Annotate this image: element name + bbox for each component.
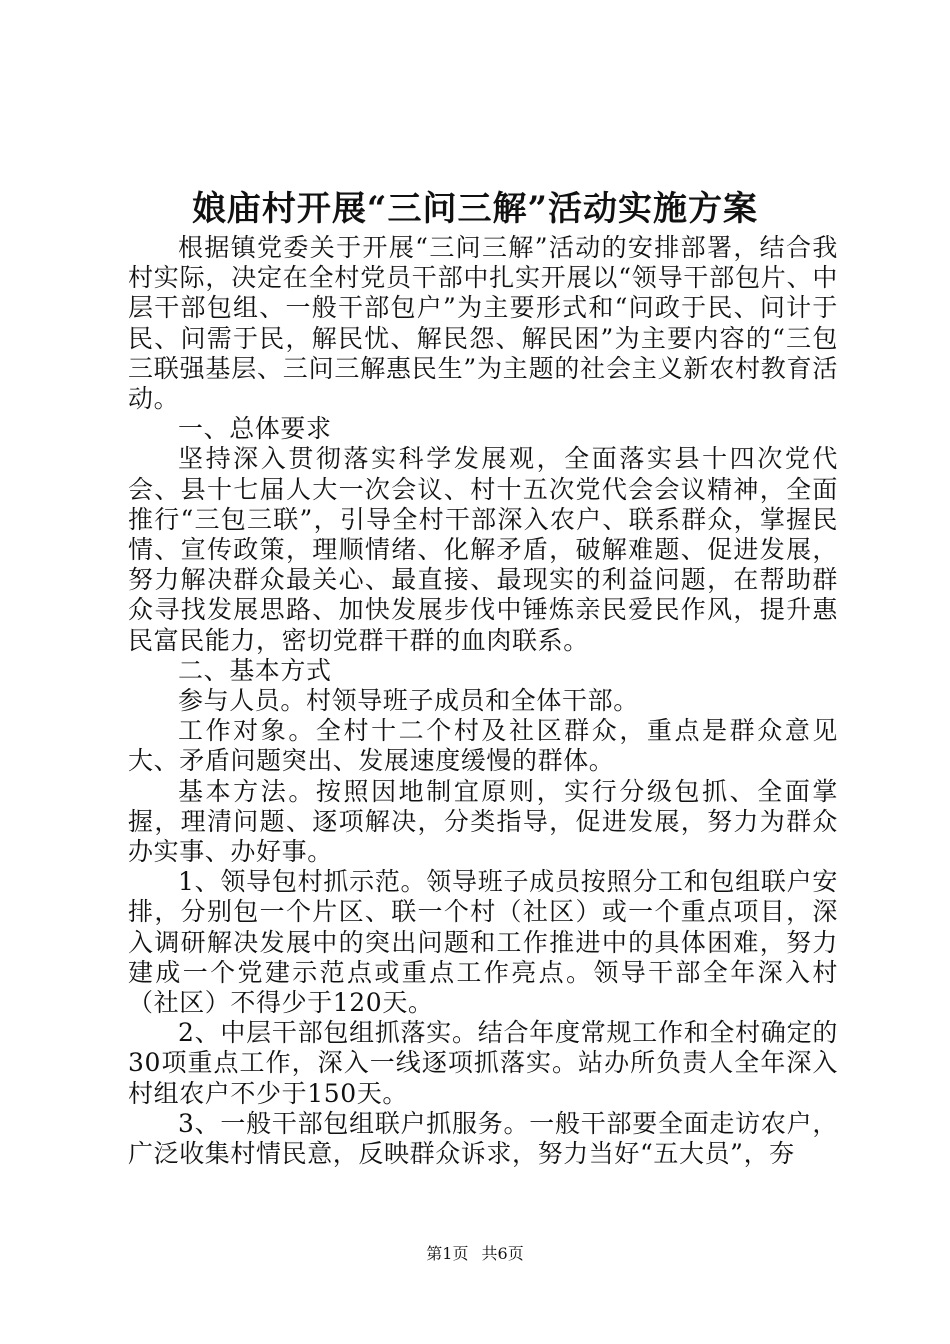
page-total: 共6页 [481, 1244, 524, 1263]
paragraph-item-1: 1、领导包村抓示范。领导班子成员按照分工和包组联户安排，分别包一个片区、联一个村（社区）或一个重点项目，深入调研解决发展中的突出问题和工作推进中的具体困难，努力建成一个党建示范点或重点工作亮点。领导干部全年深入村（社区）不得少于120天。 [128, 867, 838, 1018]
document-title: 娘庙村开展“三问三解”活动实施方案 [191, 189, 759, 229]
section-heading-general-requirements: 一、总体要求 [178, 414, 332, 444]
paragraph-general-requirements: 坚持深入贯彻落实科学发展观，全面落实县十四次党代会、县十七届人大一次会议、村十五次党代会会议精神，全面推行“三包三联”，引导全村干部深入农户、联系群众，掌握民情、宣传政策，理顺情绪、化解矛盾，破解难题、促进发展，努力解决群众最关心、最直接、最现实的利益问题，在帮助群众寻找发展思路、加快发展步伐中锤炼亲民爱民作风，提升惠民富民能力，密切党群干群的血肉联系。 [128, 444, 838, 655]
page-footer [0, 1244, 950, 1264]
document-body [128, 233, 838, 1169]
paragraph-item-2: 2、中层干部包组抓落实。结合年度常规工作和全村确定的30项重点工作，深入一线逐项抓落实。站办所负责人全年深入村组农户不少于150天。 [128, 1018, 838, 1108]
section-heading-basic-methods: 二、基本方式 [178, 655, 332, 685]
paragraph-item-3: 3、一般干部包组联户抓服务。一般干部要全面走访农户，广泛收集村情民意，反映群众诉求，努力当好“五大员”，夯 [128, 1108, 838, 1169]
paragraph-intro: 根据镇党委关于开展“三问三解”活动的安排部署，结合我村实际，决定在全村党员干部中扎实开展以“领导干部包片、中层干部包组、一般干部包户”为主要形式和“问政于民、问计于民、问需于民，解民忧、解民怨、解民困”为主要内容的“三包三联强基层、三问三解惠民生”为主题的社会主义新农村教育活动。 [128, 233, 838, 414]
paragraph-basic-method: 基本方法。按照因地制宜原则，实行分级包抓、全面掌握，理清问题、逐项解决，分类指导，促进发展，努力为群众办实事、办好事。 [128, 776, 838, 867]
paragraph-participants: 参与人员。村领导班子成员和全体干部。 [178, 686, 639, 716]
page-number: 第1页 [426, 1244, 469, 1263]
paragraph-work-targets: 工作对象。全村十二个村及社区群众，重点是群众意见大、矛盾问题突出、发展速度缓慢的群体。 [128, 716, 838, 776]
